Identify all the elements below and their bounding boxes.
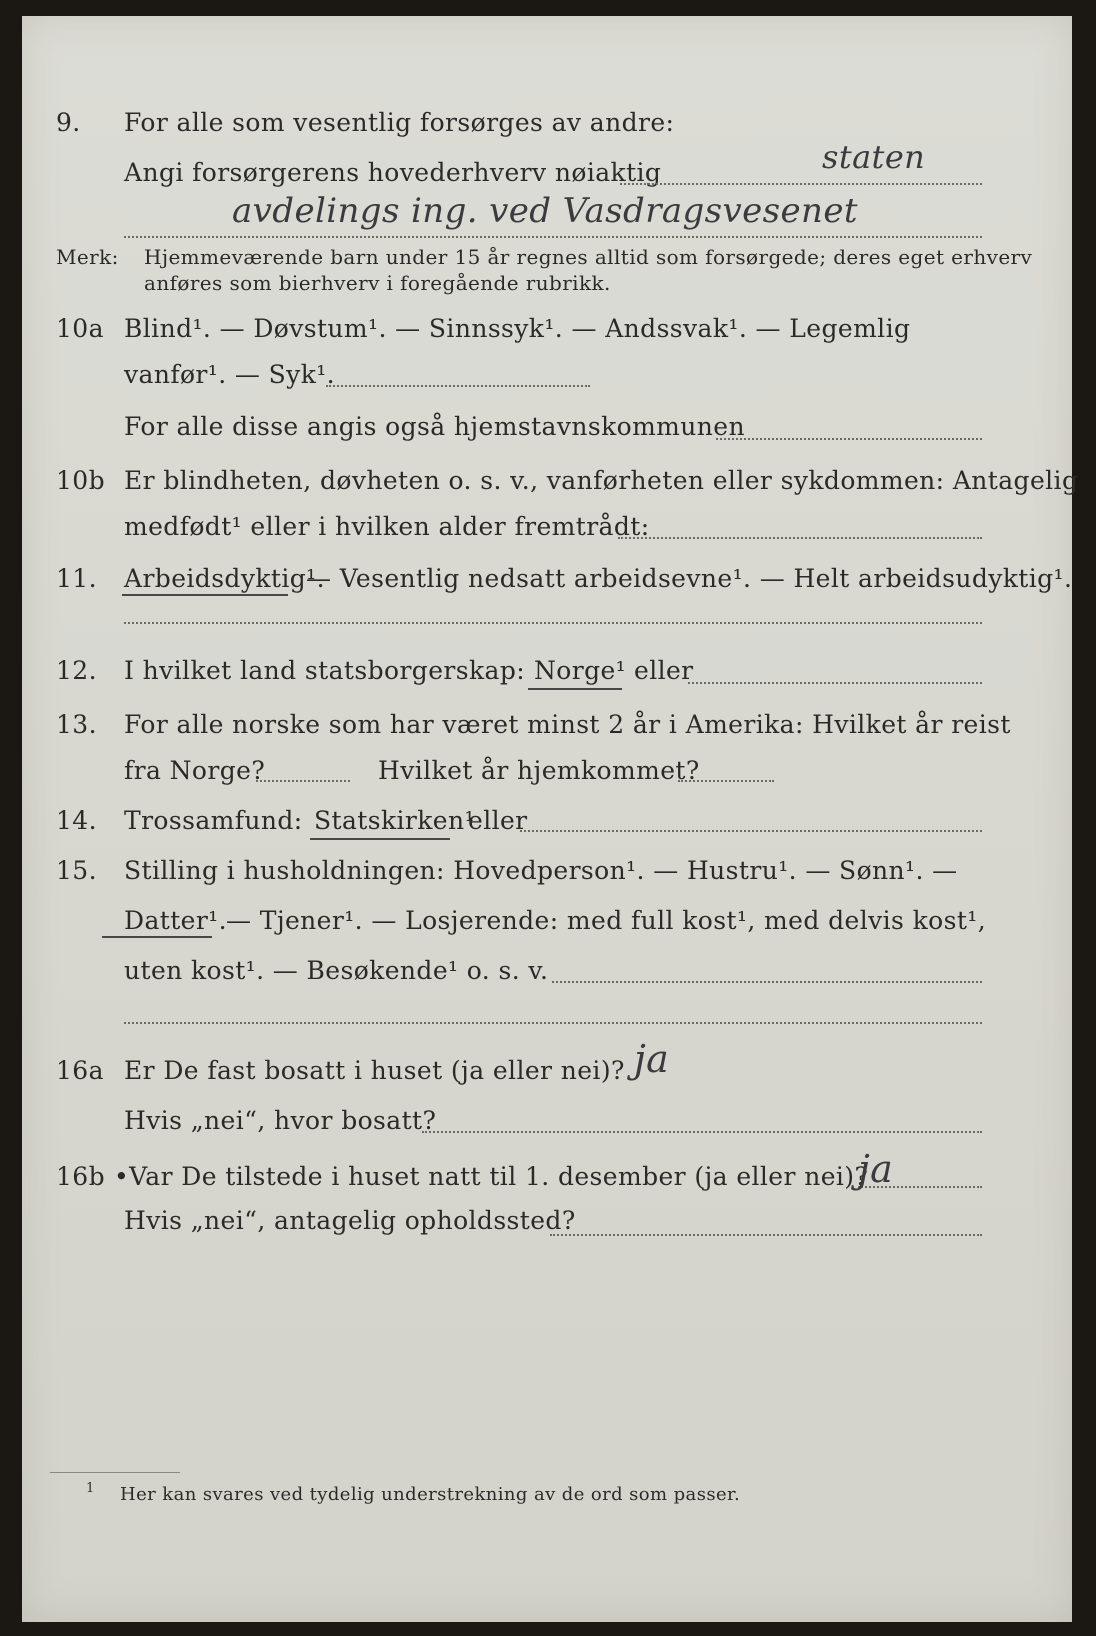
question-text: medfødt¹ eller i hvilken alder fremtrådt: <box>124 512 650 541</box>
answer-line[interactable] <box>552 981 982 983</box>
answer-line[interactable] <box>520 830 982 832</box>
question-number: 15. <box>56 856 97 885</box>
question-text: Hvis „nei“, hvor bosatt? <box>124 1106 437 1135</box>
handwritten-answer: ja <box>634 1037 670 1081</box>
question-number: 13. <box>56 710 97 739</box>
question-text: Hvis „nei“, antagelig opholdssted? <box>124 1206 576 1235</box>
handwritten-answer: ja <box>858 1147 894 1191</box>
underline-mark <box>528 688 622 690</box>
question-text: fra Norge? <box>124 756 266 785</box>
question-number: 16b <box>56 1162 106 1191</box>
question-text: Blind¹. — Døvstum¹. — Sinnssyk¹. — Andssvak¹. — Legemlig <box>124 314 911 343</box>
underline-mark <box>122 594 288 596</box>
question-text: For alle disse angis også hjemstavnskommunen <box>124 412 745 441</box>
question-text: eller <box>634 656 694 685</box>
underline-mark <box>102 936 212 938</box>
question-text: vanfør¹. — Syk¹. <box>124 360 336 389</box>
question-number: 14. <box>56 806 97 835</box>
question-number: 10b <box>56 466 106 495</box>
question-number: 9. <box>56 108 81 137</box>
note-text: Hjemmeværende barn under 15 år regnes alltid som forsørgede; deres eget erhverv <box>144 245 1033 269</box>
answer-line[interactable] <box>326 385 590 387</box>
footnote-divider <box>50 1472 180 1473</box>
handwritten-answer: staten <box>822 138 926 176</box>
question-text: Er blindheten, døvheten o. s. v., vanførheten eller sykdommen: Antagelig <box>124 466 1079 495</box>
question-text: For alle som vesentlig forsørges av andre: <box>124 108 675 137</box>
answer-line[interactable] <box>124 622 982 624</box>
question-text: Stilling i husholdningen: Hovedperson¹. — Hustru¹. — Sønn¹. — <box>124 856 958 885</box>
question-text: eller <box>468 806 528 835</box>
question-text: — Tjener¹. — Losjerende: med full kost¹, med delvis kost¹, <box>226 906 987 935</box>
question-text: •Var De tilstede i huset natt til 1. desember (ja eller nei)? <box>114 1162 869 1191</box>
note-text: anføres som bierhverv i foregående rubrikk. <box>144 271 611 295</box>
handwritten-answer: avdelings ing. ved Vasdragsvesenet <box>232 191 858 231</box>
question-text: I hvilket land statsborgerskap: <box>124 656 526 685</box>
footnote-mark: 1 <box>86 1481 95 1496</box>
answer-line[interactable] <box>124 236 982 238</box>
question-number: 10a <box>56 314 104 343</box>
question-text: uten kost¹. — Besøkende¹ o. s. v. <box>124 956 549 985</box>
question-number: 12. <box>56 656 97 685</box>
question-number: 16a <box>56 1056 104 1085</box>
option-statskirken: Statskirken¹ <box>314 806 475 835</box>
question-text: — Vesentlig nedsatt arbeidsevne¹. — Helt arbeidsudyktig¹. <box>306 564 1073 593</box>
question-text: Trossamfund: <box>124 806 303 835</box>
answer-line[interactable] <box>124 1022 982 1024</box>
answer-line[interactable] <box>716 438 982 440</box>
census-form-page <box>22 16 1079 1622</box>
question-text: Er De fast bosatt i huset (ja eller nei)? <box>124 1056 625 1085</box>
answer-line[interactable] <box>618 537 982 539</box>
answer-line[interactable] <box>422 1131 982 1133</box>
answer-line[interactable] <box>256 780 350 782</box>
question-text: For alle norske som har været minst 2 år i Amerika: Hvilket år reist <box>124 710 1011 739</box>
answer-line[interactable] <box>550 1234 982 1236</box>
answer-line[interactable] <box>688 682 982 684</box>
question-text: Angi forsørgerens hovederhverv nøiaktig <box>124 158 662 187</box>
option-datter: Datter¹. <box>124 906 227 935</box>
answer-line[interactable] <box>678 780 774 782</box>
note-label: Merk: <box>56 245 119 269</box>
option-norge: Norge¹ <box>534 656 627 685</box>
question-text: Hvilket år hjemkommet? <box>378 756 700 785</box>
answer-line[interactable] <box>620 183 982 185</box>
footnote-text: Her kan svares ved tydelig understrekning av de ord som passer. <box>120 1484 741 1505</box>
question-number: 11. <box>56 564 97 593</box>
underline-mark <box>310 838 450 840</box>
option-arbeidsdyktig: Arbeidsdyktig¹. <box>124 564 325 593</box>
